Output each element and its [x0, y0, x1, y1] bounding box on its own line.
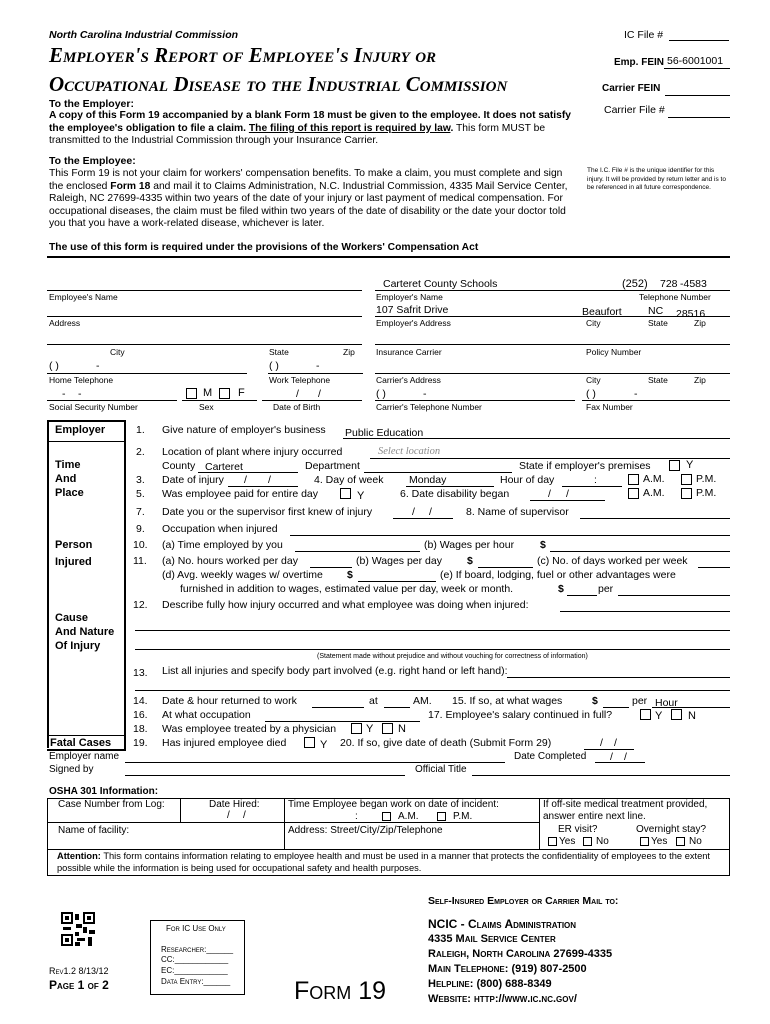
- ssn-dash2[interactable]: -: [78, 388, 82, 400]
- official-title-label: Official Title: [415, 764, 467, 775]
- premises-y-checkbox[interactable]: [669, 460, 680, 471]
- q1-value[interactable]: Public Education: [345, 427, 424, 439]
- section-and: And: [55, 473, 77, 485]
- q10a-line[interactable]: [295, 551, 420, 552]
- er-visit-label: ER visit?: [558, 824, 598, 835]
- q19-y-checkbox[interactable]: [304, 737, 315, 748]
- q12-label: Describe fully how injury occurred and what employee was doing when injured:: [162, 599, 529, 611]
- q4-value[interactable]: Monday: [409, 474, 447, 486]
- hour-colon[interactable]: :: [594, 474, 597, 486]
- county-value[interactable]: Carteret: [205, 461, 243, 473]
- q6-slash1[interactable]: /: [548, 488, 551, 500]
- q12-line-1[interactable]: [560, 611, 730, 612]
- q17-n-label: N: [688, 710, 696, 722]
- overnight-no-checkbox[interactable]: [676, 837, 685, 846]
- q14-num: 14.: [133, 695, 148, 707]
- q4-am-checkbox[interactable]: [628, 474, 639, 485]
- q8-line[interactable]: [580, 518, 730, 519]
- q10b-label: (b) Wages per hour: [424, 539, 515, 551]
- carrier-address-label: Carrier's Address: [376, 375, 441, 385]
- ic-cc[interactable]: CC:____________: [161, 955, 229, 964]
- q4-am-label: A.M.: [643, 473, 665, 485]
- facility-label[interactable]: Name of facility:: [58, 825, 130, 836]
- employer-instructions-bold: A copy of this Form 19 accompanied by a blank Form 18 must be given to the employee. It does not satisfy the employee's obligation to file a claim.: [49, 110, 572, 134]
- q13-line-1[interactable]: [507, 677, 730, 678]
- attention-body: This form contains information relating to employee health and must be used in a manner that protects the confidentiality of employees to the extent possible while the information is being used for occupational safety and health purposes.: [57, 851, 711, 873]
- q17-n-checkbox[interactable]: [671, 709, 682, 720]
- osha-v1: [180, 798, 181, 822]
- ic-ec[interactable]: EC:____________: [161, 966, 228, 975]
- q15-dollar: $: [592, 695, 598, 707]
- q14-am: AM.: [413, 695, 432, 707]
- fax-line: [582, 400, 730, 401]
- q7-line: [393, 518, 453, 519]
- q20-label: 20. If so, give date of death (Submit Form 29): [340, 737, 552, 749]
- ssn-dash1[interactable]: -: [62, 388, 66, 400]
- date-hired-slash2[interactable]: /: [243, 810, 246, 821]
- employer-address-value[interactable]: 107 Safrit Drive: [376, 304, 449, 316]
- osha-pm-checkbox[interactable]: [437, 812, 446, 821]
- employer-instructions: A copy of this Form 19 accompanied by a blank Form 18 must be given to the employee. It does not satisfy the employee's obligation to file a claim. The filing of this report is required by law. This form MUST be transmitted to the Industrial Commission through your Insurance Carrier.: [49, 110, 572, 147]
- work-phone-label: Work Telephone: [269, 375, 331, 385]
- sex-label: Sex: [199, 402, 214, 412]
- ncic-name: NCIC - Claims Administration: [428, 917, 577, 931]
- q11b-label: (b) Wages per day: [356, 555, 442, 567]
- date-hired-label: Date Hired:: [209, 799, 260, 810]
- q5-y-checkbox[interactable]: [340, 488, 351, 499]
- q11e-per: per: [598, 583, 614, 595]
- employer-name-value[interactable]: Carteret County Schools: [383, 278, 498, 290]
- page-number: Page 1 of 2: [49, 978, 109, 992]
- ssn-label: Social Security Number: [49, 402, 138, 412]
- official-title-line[interactable]: [472, 775, 730, 776]
- q7-label: Date you or the supervisor first knew of injury: [162, 506, 373, 518]
- required-notice: The use of this form is required under the provisions of the Workers' Compensation Act: [49, 242, 479, 253]
- county-line: [198, 472, 298, 473]
- q10b-line[interactable]: [550, 551, 730, 552]
- q14-date-line[interactable]: [312, 707, 364, 708]
- q11c-label: (c) No. of days worked per week: [537, 555, 688, 567]
- premises-y-label: Y: [686, 459, 694, 471]
- er-no-checkbox[interactable]: [583, 837, 592, 846]
- q1-label: Give nature of employer's business: [162, 424, 326, 436]
- phone-area[interactable]: (252): [622, 278, 648, 290]
- q11b-line[interactable]: [478, 567, 533, 568]
- q5-num: 5.: [136, 488, 145, 500]
- ic-file-field[interactable]: [669, 40, 729, 41]
- section-employer: Employer: [55, 424, 106, 436]
- telephone-label: Telephone Number: [639, 292, 711, 302]
- q11e-dollar: $: [558, 583, 564, 595]
- transmit-note: This form MUST be transmitted to the Industrial Commission through your Insurance Carrier.: [49, 122, 546, 147]
- department-line[interactable]: [364, 472, 512, 473]
- employee-heading: To the Employee:: [49, 155, 136, 167]
- q3-line: [228, 486, 298, 487]
- divider: [47, 256, 730, 258]
- q11a-label: (a) No. hours worked per day: [162, 555, 298, 567]
- home-phone-dash: -: [96, 360, 100, 372]
- date-completed-line: [595, 762, 645, 763]
- employer-address-line: [375, 316, 730, 317]
- ic-researcher[interactable]: Researcher:______: [161, 945, 234, 954]
- q16-line[interactable]: [265, 721, 420, 722]
- section-and-nature: And Nature: [55, 626, 115, 638]
- q4-label: 4. Day of week: [314, 474, 384, 486]
- q14-time-line[interactable]: [384, 707, 410, 708]
- attention-text: [57, 850, 729, 874]
- osha-am-checkbox[interactable]: [382, 812, 391, 821]
- q11d-dollar: $: [347, 569, 353, 581]
- q18-y-checkbox[interactable]: [351, 723, 362, 734]
- employer-name-sig-line[interactable]: [125, 762, 505, 763]
- q11e-label2: furnished in addition to wages, estimated value per day, week or month.: [180, 583, 514, 595]
- hour-line: [562, 486, 622, 487]
- q4-line: [406, 486, 494, 487]
- home-phone-parens[interactable]: ( ): [49, 360, 59, 372]
- revision: Rev1.2 8/13/12: [49, 966, 109, 976]
- dob-slash2[interactable]: /: [318, 388, 321, 400]
- carrier-zip-label: Zip: [694, 375, 706, 385]
- emp-fein-line: [664, 68, 730, 69]
- osha-am-label: A.M.: [398, 811, 419, 822]
- phone-suffix[interactable]: -4583: [680, 278, 707, 290]
- overnight-yes-checkbox[interactable]: [640, 837, 649, 846]
- q1-num: 1.: [136, 424, 145, 436]
- mail-to-heading: Self-Insured Employer or Carrier Mail to:: [428, 895, 619, 907]
- employer-address-label: Employer's Address: [376, 318, 451, 328]
- employer-city-value[interactable]: Beaufort: [582, 306, 622, 318]
- carrier-state-label: State: [648, 375, 668, 385]
- carrier-phone-dash: -: [423, 388, 427, 400]
- q15-hour[interactable]: Hour: [655, 697, 678, 709]
- date-completed-label: Date Completed: [514, 751, 587, 762]
- q11d-label: (d) Avg. weekly wages w/ overtime: [162, 569, 323, 581]
- state-label: State: [269, 347, 289, 357]
- fax-parens[interactable]: ( ): [586, 388, 596, 400]
- q15-per: per: [632, 695, 648, 707]
- employer-heading: To the Employer:: [49, 98, 134, 110]
- ncic-main-phone: Main Telephone: (919) 807-2500: [428, 963, 587, 975]
- carrier-address-line[interactable]: [375, 373, 730, 374]
- osha-heading: OSHA 301 Information:: [49, 786, 159, 797]
- work-phone-parens[interactable]: ( ): [269, 360, 279, 372]
- carrier-city-label: City: [586, 375, 601, 385]
- case-number-label: Case Number from Log:: [58, 799, 165, 810]
- q5-label: Was employee paid for entire day: [162, 488, 319, 500]
- q9-line[interactable]: [290, 535, 730, 536]
- section-of-injury: Of Injury: [55, 640, 101, 652]
- section-time: Time: [55, 459, 81, 471]
- emp-fein-label: Emp. FEIN: [614, 57, 665, 68]
- section-divider-2: [47, 735, 126, 736]
- employee-name-label: Employee's Name: [49, 292, 118, 302]
- q2-num: 2.: [136, 446, 145, 458]
- q13-num: 13.: [133, 667, 148, 679]
- q11e-line[interactable]: [567, 595, 597, 596]
- er-no-label: No: [596, 836, 609, 847]
- employee-instructions: [49, 168, 579, 231]
- er-yes-label: Yes: [559, 836, 576, 847]
- carrier-file-field[interactable]: [668, 117, 730, 118]
- carrier-fein-label: Carrier FEIN: [602, 83, 661, 94]
- q11e-per-line[interactable]: [618, 595, 730, 596]
- q11-num: 11.: [133, 555, 147, 567]
- ssn-line: [47, 400, 177, 401]
- county-label: County: [162, 460, 196, 472]
- section-top: [47, 420, 126, 422]
- q3-label: Date of injury: [162, 474, 224, 486]
- q10-num: 10.: [133, 539, 148, 551]
- address-line[interactable]: [47, 316, 362, 317]
- sex-m-label: M: [203, 387, 213, 399]
- ic-file-label: IC File #: [624, 29, 664, 41]
- q5-y-label: Y: [357, 490, 365, 502]
- q6-slash2[interactable]: /: [566, 488, 569, 500]
- q20-slash1[interactable]: /: [600, 737, 603, 749]
- section-person: Person: [55, 539, 93, 551]
- overnight-no-label: No: [689, 836, 702, 847]
- q9-label: Occupation when injured: [162, 523, 278, 535]
- employer-name-sig-label: Employer name: [49, 751, 120, 762]
- q10a-label: (a) Time employed by you: [162, 539, 283, 551]
- q18-y-label: Y: [366, 723, 374, 735]
- q19-y-label: Y: [320, 739, 328, 751]
- q11c-line[interactable]: [698, 567, 730, 568]
- section-fatal: Fatal Cases: [50, 737, 112, 749]
- zip-label: Zip: [343, 347, 355, 357]
- form18-ref: Form 18: [110, 180, 151, 192]
- q3-num: 3.: [136, 474, 145, 486]
- work-phone-dash: -: [316, 360, 320, 372]
- q19-num: 19.: [133, 737, 148, 749]
- q3-slash2[interactable]: /: [268, 474, 271, 486]
- q11a-line[interactable]: [310, 567, 352, 568]
- employer-zip-value[interactable]: 28516: [676, 308, 706, 320]
- q18-n-checkbox[interactable]: [382, 723, 393, 734]
- emp-fein-value[interactable]: 56-6001001: [667, 55, 724, 67]
- q18-n-label: N: [398, 723, 406, 735]
- q17-label: 17. Employee's salary continued in full?: [428, 709, 613, 721]
- q11e-label: (e) If board, lodging, fuel or other advantages were: [440, 569, 676, 581]
- q6-label: 6. Date disability began: [400, 488, 510, 500]
- q17-y-label: Y: [655, 710, 663, 722]
- employer-state-label: State: [648, 318, 668, 328]
- q15-line[interactable]: [603, 707, 629, 708]
- policy-number-label: Policy Number: [586, 347, 642, 357]
- premises-label: State if employer's premises: [519, 460, 651, 472]
- address-label: Address: [49, 318, 81, 328]
- signed-by-label: Signed by: [49, 764, 94, 775]
- phone-prefix[interactable]: 728: [660, 278, 678, 290]
- date-hired-slash1[interactable]: /: [227, 810, 230, 821]
- section-left: [47, 420, 49, 748]
- sex-f-checkbox[interactable]: [219, 388, 230, 399]
- q11d-line[interactable]: [358, 581, 436, 582]
- er-yes-checkbox[interactable]: [548, 837, 557, 846]
- osha-h1: [47, 822, 539, 823]
- employer-name-line: [375, 290, 730, 291]
- signed-by-line[interactable]: [125, 775, 405, 776]
- agency-name: North Carolina Industrial Commission: [49, 29, 239, 41]
- q4-pm-label: P.M.: [696, 473, 717, 485]
- q4-pm-checkbox[interactable]: [681, 474, 692, 485]
- ncic-addr1: 4335 Mail Service Center: [428, 933, 556, 945]
- q11b-dollar: $: [467, 555, 473, 567]
- q14-at: at: [369, 695, 378, 707]
- q7-slash2[interactable]: /: [429, 506, 432, 518]
- required-by-law: The filing of this report is required by law: [248, 122, 451, 134]
- q13-line-2[interactable]: [135, 690, 730, 691]
- q12-line-2[interactable]: [135, 630, 730, 631]
- date-completed-slash2[interactable]: /: [624, 751, 627, 763]
- dob-slash1[interactable]: /: [296, 388, 299, 400]
- q6-pm-checkbox[interactable]: [681, 488, 692, 499]
- carrier-line[interactable]: [375, 344, 730, 345]
- q3-slash1[interactable]: /: [244, 474, 247, 486]
- attention-label: Attention:: [57, 851, 101, 861]
- employee-name-line[interactable]: [47, 290, 362, 291]
- employer-state-value[interactable]: NC: [648, 305, 664, 317]
- q2-line: [370, 458, 730, 459]
- city-line[interactable]: [47, 344, 362, 345]
- city-label: City: [110, 347, 125, 357]
- q12-num: 12.: [133, 599, 148, 611]
- q16-num: 16.: [133, 709, 148, 721]
- q9-num: 9.: [136, 523, 145, 535]
- carrier-file-label: Carrier File #: [604, 104, 665, 116]
- q18-num: 18.: [133, 723, 148, 735]
- q6-am-checkbox[interactable]: [628, 488, 639, 499]
- statement-note: (Statement made without prejudice and without vouching for correctness of information): [317, 653, 588, 660]
- home-phone-label: Home Telephone: [49, 375, 114, 385]
- form-title-line2: Occupational Disease to the Industrial Commission: [49, 72, 508, 96]
- q13-label: List all injuries and specify body part involved (e.g. right hand or left hand):: [162, 665, 508, 677]
- q16-label: At what occupation: [162, 709, 251, 721]
- q20-slash2[interactable]: /: [614, 737, 617, 749]
- employer-city-label: City: [586, 318, 601, 328]
- q14-label: Date & hour returned to work: [162, 695, 297, 707]
- department-label: Department: [305, 460, 360, 472]
- fax-label: Fax Number: [586, 402, 633, 412]
- employer-zip-label: Zip: [694, 318, 706, 328]
- employee-text-2: and mail it to Claims Administration, N.C. Industrial Commission, 4335 Mail Service Center, Raleigh, NC 27699-4335 within two years of the date of your injury or last payment of medical compensation. For occupational diseases, the claim must be filed within two years of the date of disability or the date your doctor told you that you have a work-related disease, whichever is later.: [49, 180, 568, 230]
- q20-line: [584, 749, 634, 750]
- fax-dash: -: [634, 388, 638, 400]
- ncic-website[interactable]: Website: http://www.ic.nc.gov/: [428, 993, 577, 1005]
- q6-pm-label: P.M.: [696, 487, 717, 499]
- osha-pm-label: P.M.: [453, 811, 473, 822]
- ic-data-entry[interactable]: Data Entry:______: [161, 977, 231, 986]
- sex-m-checkbox[interactable]: [186, 388, 197, 399]
- carrier-phone-label: Carrier's Telephone Number: [376, 402, 482, 412]
- employee-text-1: This Form 19 is not your claim for workers' compensation benefits. To make a claim, you must complete and sign the enclosed: [49, 168, 563, 192]
- q12-line-3[interactable]: [135, 649, 730, 650]
- form-title-line1: Employer's Report of Employee's Injury or: [49, 43, 437, 67]
- overnight-label: Overnight stay?: [636, 824, 707, 835]
- carrier-fein-field[interactable]: [665, 95, 730, 96]
- q17-y-checkbox[interactable]: [640, 709, 651, 720]
- ic-file-note: The I.C. File # is the unique identifier for this injury. It will be provided by return letter and is to be referenced in all future correspondence.: [587, 167, 726, 191]
- q7-num: 7.: [136, 506, 145, 518]
- q8-label: 8. Name of supervisor: [466, 506, 569, 518]
- offsite-label-2: answer entire next line.: [543, 811, 646, 822]
- q2-label: Location of plant where injury occurred: [162, 446, 343, 458]
- section-place: Place: [55, 487, 84, 499]
- osha-v3: [539, 798, 540, 850]
- form-number: Form 19: [294, 977, 387, 1005]
- carrier-phone-parens[interactable]: ( ): [376, 388, 386, 400]
- osha-v2: [284, 798, 285, 850]
- q15-per-line: [652, 707, 730, 708]
- section-injured: Injured: [55, 556, 92, 568]
- q6-am-label: A.M.: [643, 487, 665, 499]
- facility-address-label[interactable]: Address: Street/City/Zip/Telephone: [288, 825, 443, 836]
- ncic-helpline: Helpline: (800) 688-8349: [428, 978, 552, 990]
- work-phone-line: [268, 373, 363, 374]
- ic-use-heading: For IC Use Only: [166, 924, 226, 933]
- time-began-colon[interactable]: :: [355, 811, 358, 822]
- q15-label: 15. If so, at what wages: [452, 695, 563, 707]
- ncic-addr2: Raleigh, North Carolina 27699-4335: [428, 948, 613, 960]
- time-began-label: Time Employee began work on date of incident:: [288, 799, 499, 810]
- insurance-carrier-label: Insurance Carrier: [376, 347, 442, 357]
- carrier-phone-line: [375, 400, 575, 401]
- date-completed-slash1[interactable]: /: [610, 751, 613, 763]
- q6-line: [530, 500, 605, 501]
- qr-code-icon: [61, 912, 95, 946]
- q7-slash1[interactable]: /: [412, 506, 415, 518]
- q18-label: Was employee treated by a physician: [162, 723, 337, 735]
- dob-line: [262, 400, 362, 401]
- offsite-label: If off-site medical treatment provided,: [543, 799, 708, 810]
- section-cause: Cause: [55, 612, 89, 624]
- hour-label: Hour of day: [500, 474, 555, 486]
- employer-name-label: Employer's Name: [376, 292, 443, 302]
- q10b-dollar: $: [540, 539, 546, 551]
- q2-location-select[interactable]: Select location: [378, 446, 441, 457]
- home-phone-line: [47, 373, 247, 374]
- dob-label: Date of Birth: [273, 402, 321, 412]
- sex-line: [182, 400, 257, 401]
- sex-f-label: F: [238, 387, 245, 399]
- section-divider-1: [47, 441, 126, 442]
- q1-line: [343, 438, 730, 439]
- overnight-yes-label: Yes: [651, 836, 668, 847]
- q19-label: Has injured employee died: [162, 737, 287, 749]
